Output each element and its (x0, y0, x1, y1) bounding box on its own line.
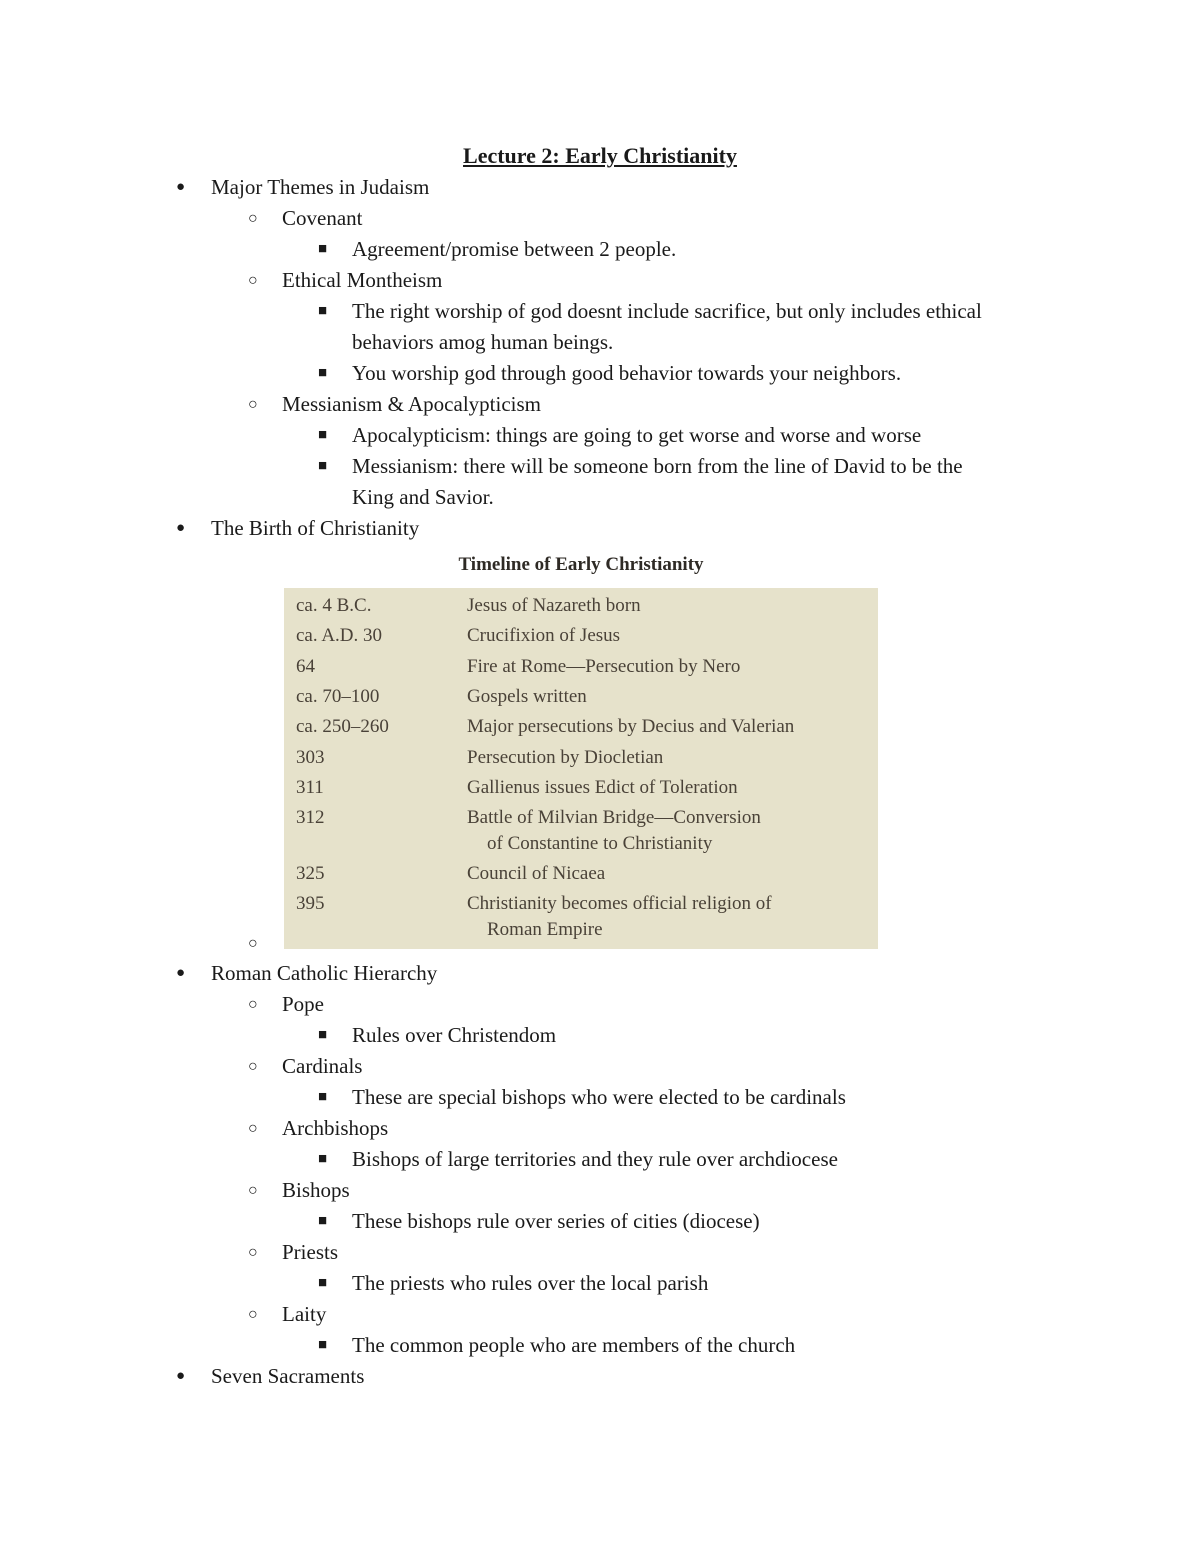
timeline-event: Persecution by Diocletian (467, 747, 664, 768)
timeline-date: 311 (296, 777, 324, 798)
outline-detail: Messianism: there will be someone born from the line of David to be the (352, 454, 963, 478)
outline-detail-continued: King and Savior. (352, 485, 494, 509)
timeline-event: Fire at Rome—Persecution by Nero (467, 656, 741, 677)
timeline-image (284, 546, 878, 949)
hierarchy-level-bishops: Bishops (282, 1178, 350, 1202)
outline-item-birth: The Birth of Christianity (211, 516, 420, 540)
timeline-date: 303 (296, 747, 325, 768)
timeline-event: Gallienus issues Edict of Toleration (467, 777, 738, 798)
disc-bullet: ● (176, 179, 186, 195)
hierarchy-level-laity: Laity (282, 1302, 327, 1326)
timeline-event: Council of Nicaea (467, 863, 606, 884)
square-bullet: ■ (318, 1213, 328, 1229)
timeline-date: 325 (296, 863, 325, 884)
hierarchy-description: Rules over Christendom (352, 1023, 557, 1047)
hierarchy-level-archbishops: Archbishops (282, 1116, 389, 1140)
disc-bullet: ● (176, 965, 186, 981)
timeline-event: Christianity becomes official religion of (467, 893, 772, 914)
hierarchy-description: Bishops of large territories and they rule over archdiocese (352, 1147, 838, 1171)
hierarchy-level-priests: Priests (282, 1240, 339, 1264)
outline-item-covenant: Covenant (282, 206, 363, 230)
hierarchy-description: The priests who rules over the local parish (352, 1271, 709, 1295)
outline-item-judaism: Major Themes in Judaism (211, 175, 430, 199)
timeline-date: ca. 70–100 (296, 686, 380, 707)
outline-detail: You worship god through good behavior towards your neighbors. (352, 361, 902, 385)
timeline-date: ca. A.D. 30 (296, 625, 383, 646)
timeline-table (284, 588, 878, 949)
timeline-event: Battle of Milvian Bridge—Conversion (467, 807, 761, 828)
square-bullet: ■ (318, 303, 328, 319)
timeline-date: ca. 250–260 (296, 716, 389, 737)
outline-detail: The right worship of god doesnt include sacrifice, but only includes ethical (352, 299, 982, 323)
timeline-date: 395 (296, 893, 325, 914)
timeline-title: Timeline of Early Christianity (458, 554, 704, 575)
outline-item-hierarchy: Roman Catholic Hierarchy (211, 961, 438, 985)
hierarchy-description: The common people who are members of the church (352, 1333, 796, 1357)
timeline-event: Gospels written (467, 686, 587, 707)
outline-detail-continued: behaviors amog human beings. (352, 330, 614, 354)
timeline-event-continued: Roman Empire (487, 919, 603, 940)
timeline-event: Major persecutions by Decius and Valerian (467, 716, 795, 737)
circle-bullet: ○ (248, 1058, 258, 1075)
hierarchy-level-pope: Pope (282, 992, 324, 1016)
hierarchy-description: These are special bishops who were elected to be cardinals (352, 1085, 846, 1109)
square-bullet: ■ (318, 241, 328, 257)
timeline-event-continued: of Constantine to Christianity (487, 833, 713, 854)
timeline-date: ca. 4 B.C. (296, 595, 372, 616)
circle-bullet: ○ (248, 1306, 258, 1323)
circle-bullet: ○ (248, 935, 258, 952)
document-title: Lecture 2: Early Christianity (463, 143, 737, 168)
circle-bullet: ○ (248, 210, 258, 227)
square-bullet: ■ (318, 458, 328, 474)
hierarchy-description: These bishops rule over series of cities (diocese) (352, 1209, 760, 1233)
circle-bullet: ○ (248, 1182, 258, 1199)
square-bullet: ■ (318, 427, 328, 443)
disc-bullet: ● (176, 1368, 186, 1384)
circle-bullet: ○ (248, 396, 258, 413)
timeline-event: Jesus of Nazareth born (467, 595, 641, 616)
square-bullet: ■ (318, 1151, 328, 1167)
timeline-date: 312 (296, 807, 325, 828)
outline-item-messianism: Messianism & Apocalypticism (282, 392, 541, 416)
outline-item-sacraments: Seven Sacraments (211, 1364, 365, 1388)
hierarchy-level-cardinals: Cardinals (282, 1054, 363, 1078)
disc-bullet: ● (176, 520, 186, 536)
outline-detail: Apocalypticism: things are going to get worse and worse and worse (352, 423, 922, 447)
square-bullet: ■ (318, 1027, 328, 1043)
outline-detail: Agreement/promise between 2 people. (352, 237, 677, 261)
square-bullet: ■ (318, 1337, 328, 1353)
circle-bullet: ○ (248, 272, 258, 289)
timeline-event: Crucifixion of Jesus (467, 625, 621, 646)
timeline-date: 64 (296, 656, 315, 677)
outline-item-ethical-monotheism: Ethical Montheism (282, 268, 443, 292)
square-bullet: ■ (318, 1275, 328, 1291)
circle-bullet: ○ (248, 1120, 258, 1137)
circle-bullet: ○ (248, 1244, 258, 1261)
square-bullet: ■ (318, 1089, 328, 1105)
circle-bullet: ○ (248, 996, 258, 1013)
square-bullet: ■ (318, 365, 328, 381)
